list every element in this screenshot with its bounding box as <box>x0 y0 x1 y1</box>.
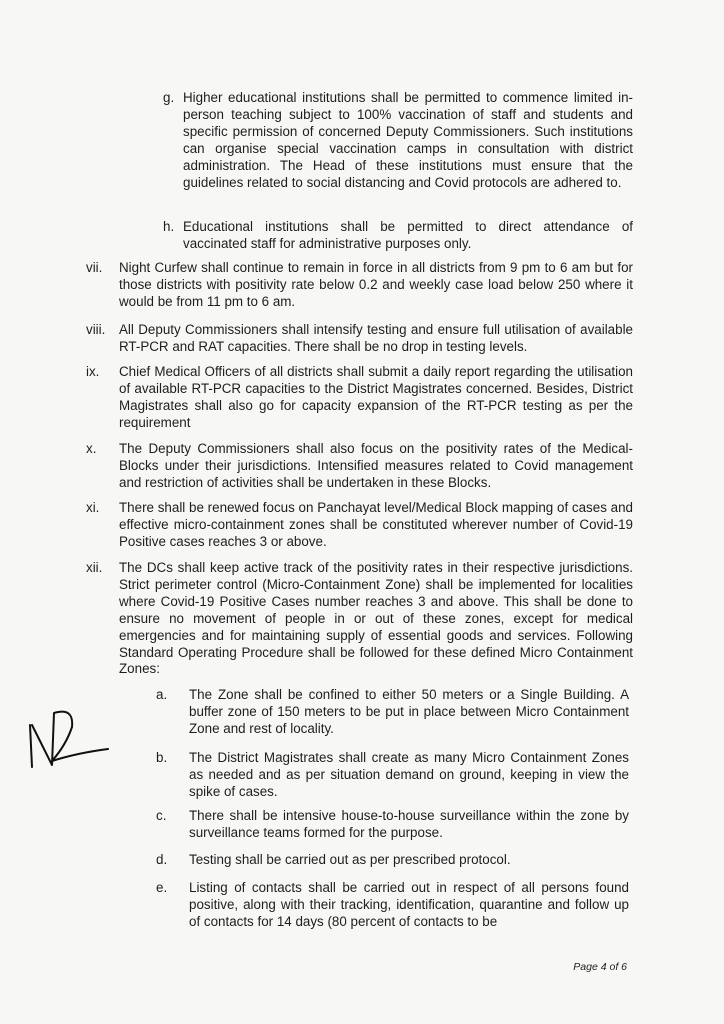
zone-item-label: b. <box>156 750 168 765</box>
item-label: xii. <box>86 560 103 575</box>
item-text: Chief Medical Officers of all districts shall submit a daily report regarding the utilisation of available RT-PCR capacities to the District Magistrates concerned. Besides, District Magistrates shall also go for capacity expansion of the RT-PCR testing as per the requirement <box>119 364 633 430</box>
sub-item-label: h. <box>163 219 175 234</box>
item-text: Night Curfew shall continue to remain in force in all districts from 9 pm to 6 am but for those districts with positivity rate below 0.2 and weekly case load below 250 where it would be from 11 pm to 6 am. <box>119 260 633 309</box>
item-text: The DCs shall keep active track of the positivity rates in their respective jurisdictions. Strict perimeter control (Micro-Containment Zone) shall be implemented for localities where Covid-19 Positive Cases number reaches 3 and above. This shall be done to ensure no movement of people in or out of these zones, except for medical emergencies and for maintaining supply of essential goods and services. Following Standard Operating Procedure shall be followed for these defined Micro Containment Zones: <box>119 560 633 677</box>
zone-item-text: Listing of contacts shall be carried out in respect of all persons found positive, along with their tracking, identification, quarantine and follow up of contacts for 14 days (80 percent of contacts to be <box>189 880 629 929</box>
zone-item-text: The Zone shall be confined to either 50 meters or a Single Building. A buffer zone of 150 meters to be put in place between Micro Containment Zone and rest of locality. <box>189 687 629 736</box>
zone-item-label: e. <box>156 880 168 895</box>
sub-item-label: g. <box>163 90 175 105</box>
handwritten-initials <box>22 705 112 775</box>
item-label: ix. <box>86 364 100 379</box>
item-label: xi. <box>86 500 100 515</box>
zone-item-text: There shall be intensive house-to-house surveillance within the zone by surveillance teams formed for the purpose. <box>189 808 629 840</box>
zone-item-label: a. <box>156 687 168 702</box>
zone-item-text: The District Magistrates shall create as many Micro Containment Zones as needed and as per situation demand on ground, keeping in view the spike of cases. <box>189 750 629 799</box>
item-label: vii. <box>86 260 103 275</box>
item-label: viii. <box>86 322 106 337</box>
zone-item-label: d. <box>156 852 168 867</box>
item-text: The Deputy Commissioners shall also focus on the positivity rates of the Medical-Blocks under their jurisdictions. Intensified measures related to Covid management and restriction of activities shall be undertaken in these Blocks. <box>119 441 633 490</box>
sub-item-text: Higher educational institutions shall be permitted to commence limited in-person teaching subject to 100% vaccination of staff and students and specific permission of concerned Deputy Commissioners. Such institutions can organise special vaccination camps in consultation with district administration. The Head of these institutions must ensure that the guidelines related to social distancing and Covid protocols are adhered to. <box>183 90 633 190</box>
item-text: All Deputy Commissioners shall intensify testing and ensure full utilisation of available RT-PCR and RAT capacities. There shall be no drop in testing levels. <box>119 322 633 354</box>
zone-item-label: c. <box>156 808 167 823</box>
item-text: There shall be renewed focus on Panchayat level/Medical Block mapping of cases and effective micro-containment zones shall be constituted wherever number of Covid-19 Positive cases reaches 3 or above. <box>119 500 633 549</box>
item-label: x. <box>86 441 97 456</box>
page-number: Page 4 of 6 <box>573 961 627 973</box>
zone-item-text: Testing shall be carried out as per prescribed protocol. <box>189 852 511 867</box>
sub-item-text: Educational institutions shall be permitted to direct attendance of vaccinated staff for administrative purposes only. <box>183 219 633 251</box>
